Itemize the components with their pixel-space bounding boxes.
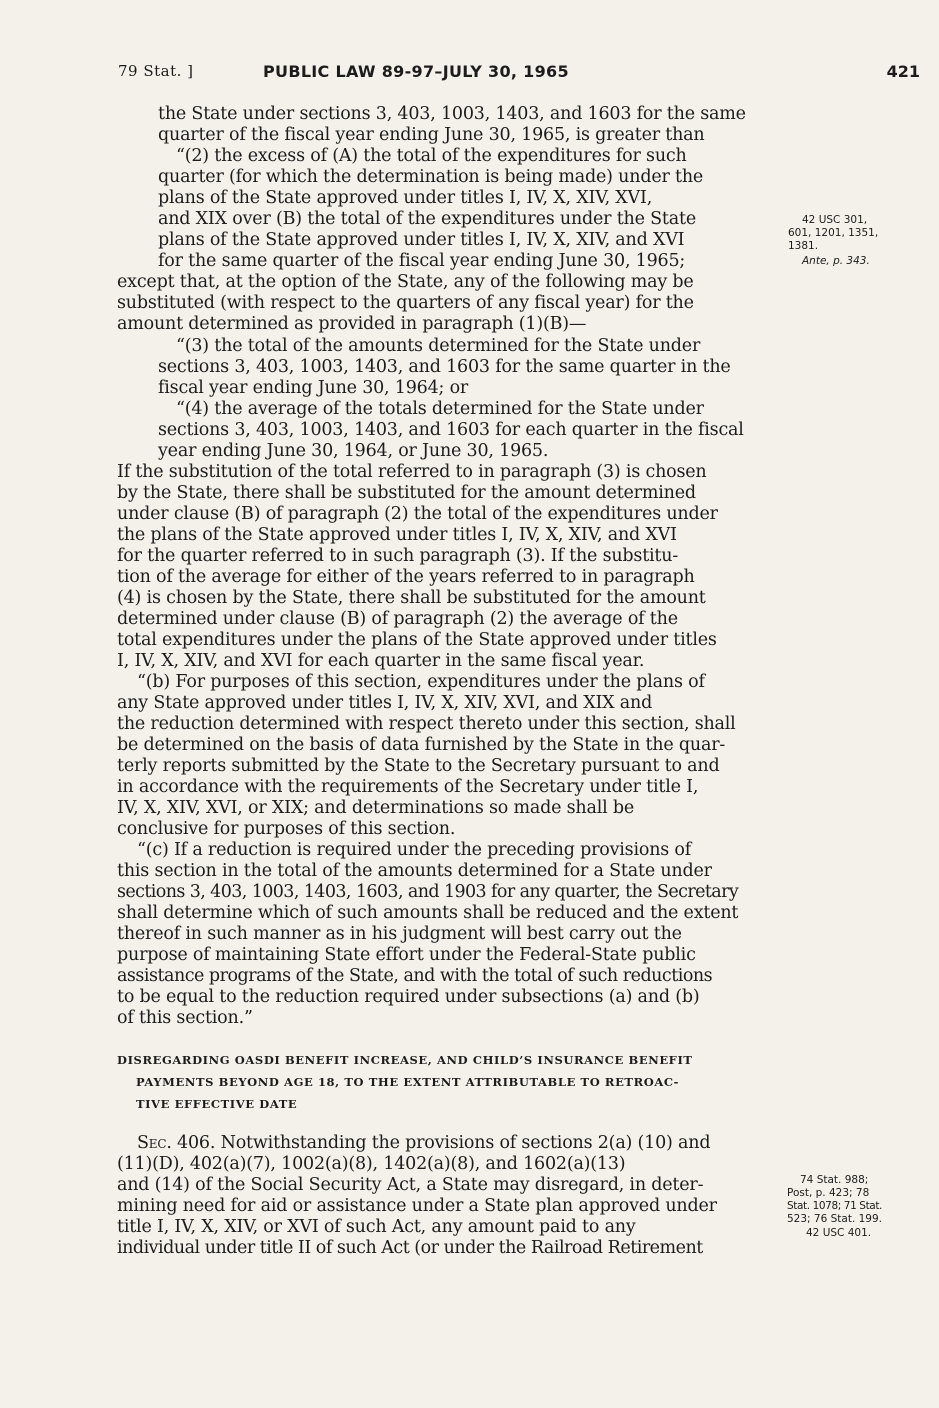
margin-note-line: 42 USC 401. — [806, 1227, 872, 1239]
heading-line: TIVE EFFECTIVE DATE — [136, 1097, 298, 1111]
text-line: IV, X, XIV, XVI, or XIX; and determinations so made shall be — [117, 798, 635, 818]
text-line: assistance programs of the State, and with the total of such reductions — [117, 966, 713, 986]
text-line: under clause (B) of paragraph (2) the total of the expenditures under — [117, 504, 718, 524]
text-line: quarter of the fiscal year ending June 30, 1965, is greater than — [158, 125, 705, 145]
running-header — [118, 62, 920, 88]
text-line: mining need for aid or assistance under a State plan approved under — [117, 1196, 717, 1216]
section-label: Sec. 406. — [137, 1133, 216, 1153]
text-line: except that, at the option of the State, any of the following may be — [117, 272, 694, 292]
text-line: I, IV, X, XIV, and XVI for each quarter in the same fiscal year. — [117, 651, 645, 671]
text-line: tion of the average for either of the years referred to in paragraph — [117, 567, 695, 587]
text-line: the reduction determined with respect thereto under this section, shall — [117, 714, 736, 734]
text-line: plans of the State approved under titles I, IV, X, XIV, and XVI — [158, 230, 685, 250]
text-line: and XIX over (B) the total of the expenditures under the State — [158, 209, 696, 229]
margin-note-line: 42 USC 301, — [802, 214, 868, 226]
text-line: “(c) If a reduction is required under the preceding provisions of — [137, 840, 692, 860]
text-line: the plans of the State approved under titles I, IV, X, XIV, and XVI — [117, 525, 677, 545]
margin-note-line: 1381. — [788, 240, 819, 252]
text-line: total expenditures under the plans of the State approved under titles — [117, 630, 717, 650]
text-line: amount determined as provided in paragraph (1)(B)— — [117, 314, 587, 334]
page-title: PUBLIC LAW 89-97–JULY 30, 1965 — [263, 62, 569, 81]
section-first-line: Notwithstanding the provisions of sections 2(a) (10) and — [220, 1133, 711, 1153]
text-line: thereof in such manner as in his judgment will best carry out the — [117, 924, 682, 944]
heading-line: PAYMENTS BEYOND AGE 18, TO THE EXTENT ATTRIBUTABLE TO RETROAC- — [136, 1075, 680, 1089]
text-line: (11)(D), 402(a)(7), 1002(a)(8), 1402(a)(8), and 1602(a)(13) — [117, 1154, 626, 1174]
text-line: and (14) of the Social Security Act, a State may disregard, in deter- — [117, 1175, 704, 1195]
text-line: of this section.” — [117, 1008, 253, 1028]
text-line — [137, 1133, 710, 1154]
text-line: “(3) the total of the amounts determined for the State under — [176, 336, 701, 356]
text-line: “(b) For purposes of this section, expenditures under the plans of — [137, 672, 705, 692]
text-line: in accordance with the requirements of the Secretary under title I, — [117, 777, 699, 797]
text-line: this section in the total of the amounts determined for a State under — [117, 861, 712, 881]
text-line: terly reports submitted by the State to the Secretary pursuant to and — [117, 756, 720, 776]
text-line: quarter (for which the determination is being made) under the — [158, 167, 704, 187]
margin-note-line: 523; 76 Stat. 199. — [787, 1213, 883, 1225]
text-line: any State approved under titles I, IV, X, XIV, XVI, and XIX and — [117, 693, 653, 713]
text-line: substituted (with respect to the quarters of any fiscal year) for the — [117, 293, 694, 313]
text-line: “(4) the average of the totals determined for the State under — [176, 399, 704, 419]
text-line: (4) is chosen by the State, there shall be substituted for the amount — [117, 588, 706, 608]
text-line: If the substitution of the total referred to in paragraph (3) is chosen — [117, 462, 707, 482]
text-line: sections 3, 403, 1003, 1403, 1603, and 1903 for any quarter, the Secretary — [117, 882, 739, 902]
margin-note-line: 74 Stat. 988; — [800, 1174, 869, 1186]
margin-note-line: 601, 1201, 1351, — [788, 227, 879, 239]
margin-note-line: Post, p. 423; 78 — [787, 1187, 870, 1199]
text-line: sections 3, 403, 1003, 1403, and 1603 for the same quarter in the — [158, 357, 731, 377]
text-line: to be equal to the reduction required under subsections (a) and (b) — [117, 987, 700, 1007]
text-line: for the quarter referred to in such paragraph (3). If the substitu- — [117, 546, 679, 566]
text-line: title I, IV, X, XIV, or XVI of such Act, any amount paid to any — [117, 1217, 636, 1237]
text-line: year ending June 30, 1964, or June 30, 1965. — [158, 441, 549, 461]
text-line: sections 3, 403, 1003, 1403, and 1603 for each quarter in the fiscal — [158, 420, 744, 440]
heading-line: DISREGARDING OASDI BENEFIT INCREASE, AND CHILD’S INSURANCE BENEFIT — [117, 1053, 693, 1067]
text-line: for the same quarter of the fiscal year ending June 30, 1965; — [158, 251, 686, 271]
margin-note-line: Stat. 1078; 71 Stat. — [787, 1200, 882, 1212]
margin-note-line: Ante, p. 343. — [802, 255, 870, 267]
text-line: individual under title II of such Act (or under the Railroad Retirement — [117, 1238, 703, 1258]
text-line: determined under clause (B) of paragraph (2) the average of the — [117, 609, 678, 629]
text-line: plans of the State approved under titles I, IV, X, XIV, XVI, — [158, 188, 653, 208]
text-line: the State under sections 3, 403, 1003, 1403, and 1603 for the same — [158, 104, 746, 124]
text-line: fiscal year ending June 30, 1964; or — [158, 378, 469, 398]
text-line: by the State, there shall be substituted for the amount determined — [117, 483, 696, 503]
text-line: purpose of maintaining State effort under the Federal-State public — [117, 945, 696, 965]
volume-reference: 79 Stat. ] — [118, 62, 194, 80]
text-line: be determined on the basis of data furnished by the State in the quar- — [117, 735, 726, 755]
text-line: shall determine which of such amounts shall be reduced and the extent — [117, 903, 739, 923]
page-number: 421 — [886, 62, 920, 81]
text-line: “(2) the excess of (A) the total of the expenditures for such — [176, 146, 687, 166]
text-line: conclusive for purposes of this section. — [117, 819, 456, 839]
